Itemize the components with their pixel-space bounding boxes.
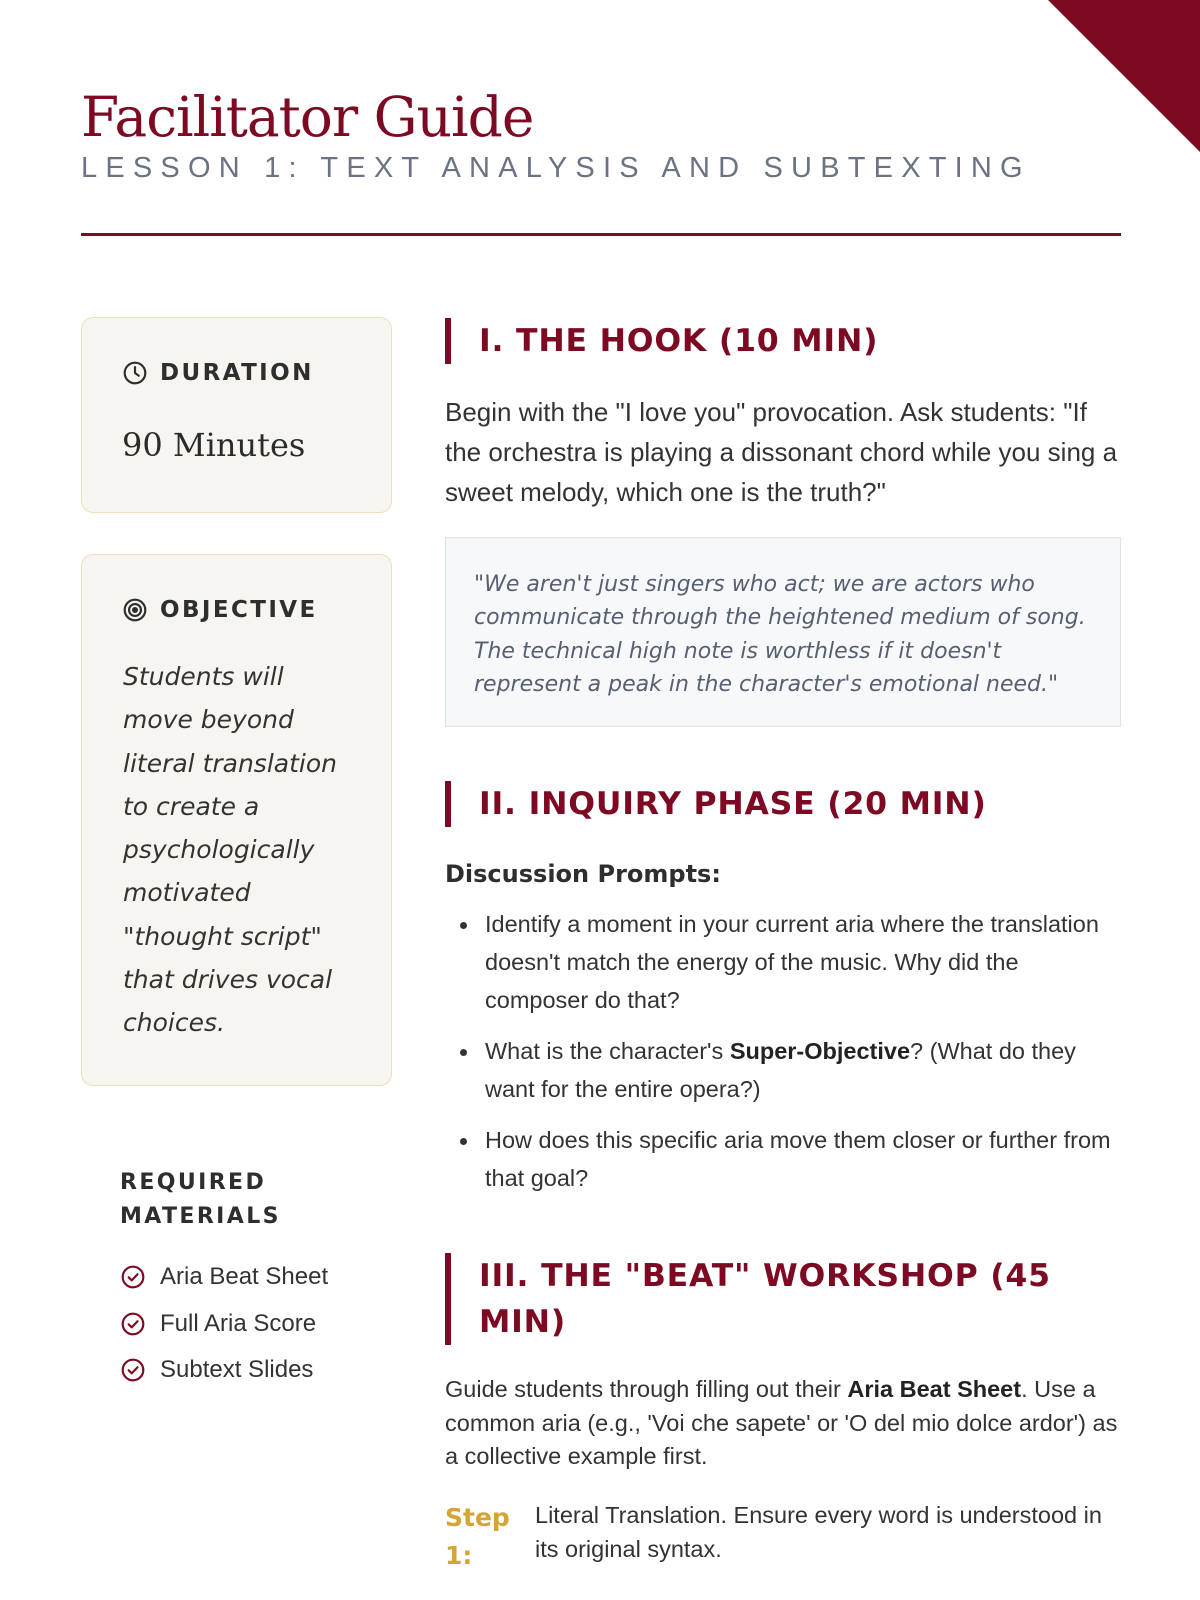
page-subtitle: LESSON 1: TEXT ANALYSIS AND SUBTEXTING — [81, 152, 1031, 184]
prompt-item: Identify a moment in your current aria where the translation doesn't match the energy of the music. Why did the composer do that? — [485, 905, 1125, 1019]
workshop-paragraph — [445, 1373, 1121, 1474]
workshop-text: Guide students through filling out their — [445, 1376, 848, 1402]
page-title: Facilitator Guide — [81, 85, 534, 149]
workshop-emphasis: Aria Beat Sheet — [847, 1376, 1022, 1402]
objective-label-text: OBJECTIVE — [160, 597, 318, 623]
header-divider — [81, 233, 1121, 236]
step-text: Literal Translation. Ensure every word is understood in its original syntax. — [535, 1502, 1102, 1562]
objective-label — [122, 597, 318, 623]
discussion-prompts-list — [485, 905, 1125, 1210]
prompt-item — [485, 1032, 1125, 1108]
duration-value: 90 Minutes — [122, 426, 306, 464]
check-circle-icon — [120, 1311, 146, 1337]
target-icon — [122, 597, 148, 623]
clock-icon — [122, 360, 148, 386]
material-label: Aria Beat Sheet — [160, 1263, 329, 1291]
objective-card — [81, 554, 392, 1086]
materials-list — [120, 1254, 380, 1394]
pull-quote: "We aren't just singers who act; we are actors who communicate through the heightened medium of song. The technical high note is worthless if it doesn't represent a peak in the character's emotional need." — [445, 537, 1121, 727]
section-heading-workshop: III. THE "BEAT" WORKSHOP (45 MIN) — [445, 1253, 1121, 1345]
duration-card — [81, 317, 392, 513]
step-label: Step 1: — [445, 1503, 510, 1570]
duration-label-text: DURATION — [160, 360, 314, 386]
required-materials — [120, 1166, 380, 1394]
material-item — [120, 1347, 380, 1394]
section-heading-inquiry: II. INQUIRY PHASE (20 MIN) — [445, 781, 1121, 827]
discussion-prompts-title: Discussion Prompts: — [445, 860, 721, 888]
workshop-text: . Use a common aria (e.g., 'Voi che sapete' or 'O del mio dolce ardor') as a collective example first. — [445, 1376, 1118, 1469]
prompt-emphasis: Super-Objective — [729, 1038, 911, 1064]
check-circle-icon — [120, 1357, 146, 1383]
material-item — [120, 1301, 380, 1348]
workshop-step — [445, 1499, 1121, 1575]
material-item — [120, 1254, 380, 1301]
prompt-item: How does this specific aria move them closer or further from that goal? — [485, 1121, 1125, 1197]
materials-title: REQUIRED MATERIALS — [120, 1170, 281, 1229]
prompt-text: ? (What do they want for the entire opera?) — [485, 1038, 1076, 1102]
objective-text: Students will move beyond literal translation to create a psychologically motivated "thought script" that drives vocal choices. — [123, 662, 337, 1038]
page-header — [81, 84, 1121, 186]
duration-label — [122, 360, 314, 386]
material-label: Full Aria Score — [160, 1309, 317, 1337]
check-circle-icon — [120, 1264, 146, 1290]
prompt-text: What is the character's — [485, 1038, 730, 1064]
hook-paragraph: Begin with the "I love you" provocation. Ask students: "If the orchestra is playing a dissonant chord while you sing a sweet melody, which one is the truth?" — [445, 397, 1118, 507]
section-heading-hook: I. THE HOOK (10 MIN) — [445, 318, 1121, 364]
material-label: Subtext Slides — [160, 1356, 314, 1384]
